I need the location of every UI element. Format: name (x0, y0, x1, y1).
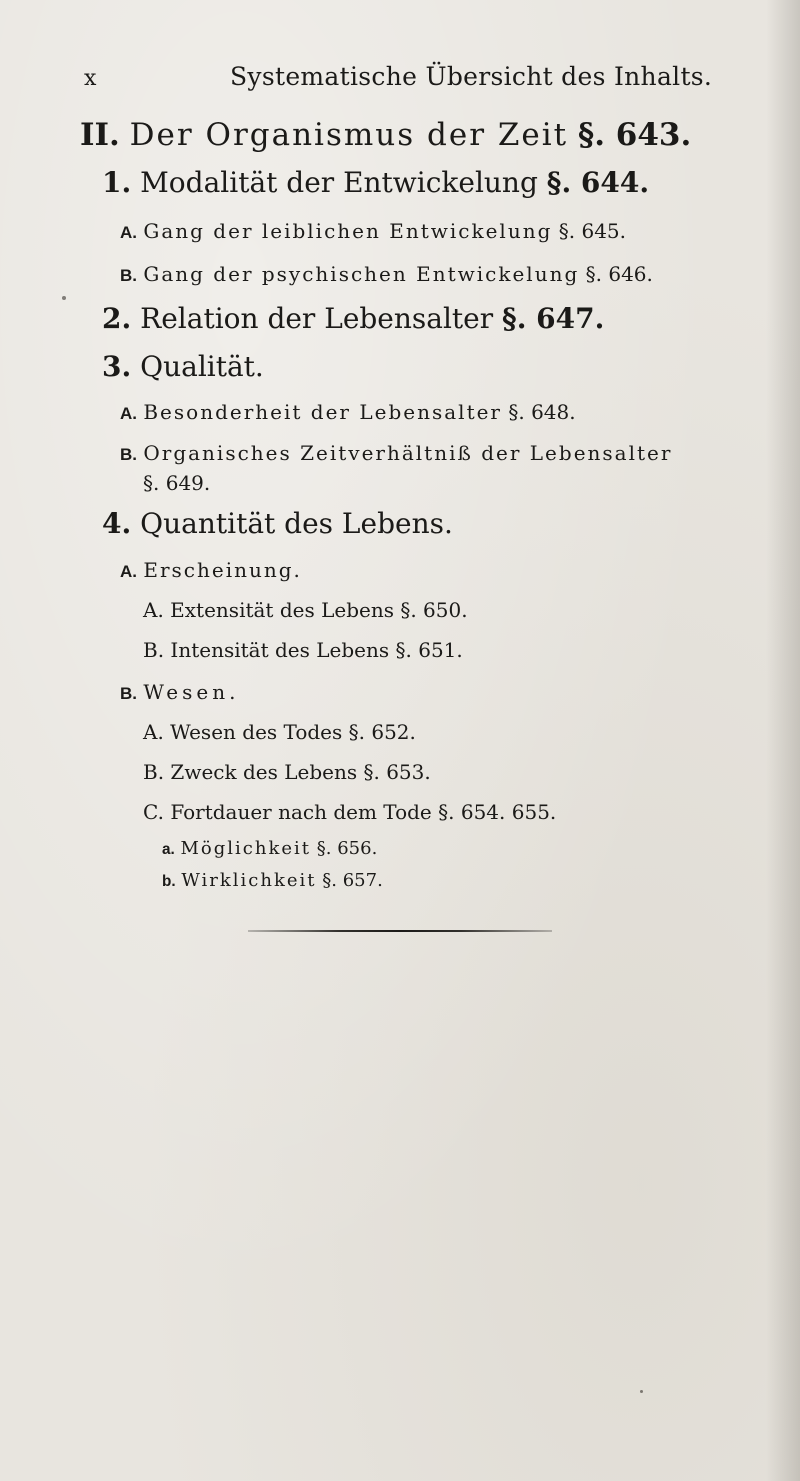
closing-rule (248, 930, 552, 932)
section-ref: §. 644. (546, 166, 650, 199)
toc-entry-4b-iii-a (162, 840, 377, 858)
section-ref: §. 654. 655. (438, 800, 557, 824)
section-ref: §. 653. (363, 760, 431, 784)
paper-speck (640, 1390, 643, 1393)
section-ref: §. 645. (558, 219, 626, 243)
toc-entry-1a (120, 221, 626, 241)
entry-title: Wesen. (143, 680, 240, 704)
entry-title: Intensität des Lebens (170, 638, 390, 662)
toc-entry-4 (102, 507, 453, 540)
entry-number: a. (162, 841, 175, 858)
entry-number: B. (120, 445, 137, 464)
entry-number: 1. (102, 166, 132, 199)
entry-number: 2. (102, 302, 132, 335)
entry-title: Zweck des Lebens (170, 760, 358, 784)
toc-entry-4a-ii (143, 640, 463, 660)
paper-speck (62, 296, 66, 300)
page-number: x (84, 66, 97, 91)
entry-title: Wirklichkeit (181, 870, 317, 891)
section-ref: §. 656. (316, 838, 378, 859)
entry-title: Möglichkeit (180, 838, 312, 859)
entry-title: Qualität. (140, 350, 264, 383)
entry-title: Organisches Zeitverhältniß der Lebensalter (143, 441, 673, 465)
entry-title: Quantität des Lebens. (140, 507, 453, 540)
entry-title: Gang der psychischen Entwickelung (143, 262, 580, 286)
section-ref: §. 647. (502, 302, 605, 335)
entry-number: B. (120, 266, 137, 285)
entry-title: Relation der Lebensalter (140, 302, 494, 335)
entry-number: C. (143, 800, 164, 824)
section-ref: §. 651. (395, 638, 463, 662)
toc-entry-4b-ii (143, 762, 431, 782)
toc-entry-4a-i (143, 600, 468, 620)
entry-title: Fortdauer nach dem Tode (170, 800, 432, 824)
entry-number: 3. (102, 350, 132, 383)
entry-number: B. (143, 638, 165, 662)
entry-title: Extensität des Lebens (170, 598, 394, 622)
toc-entry-4b-iii-b (162, 872, 383, 890)
entry-number: A. (120, 404, 137, 423)
entry-title: Der Organismus der Zeit (129, 117, 569, 153)
section-ref: §. 643. (577, 117, 692, 153)
toc-entry-3a (120, 402, 576, 422)
entry-title: Gang der leiblichen Entwickelung (143, 219, 553, 243)
toc-entry-part-ii (80, 117, 692, 153)
entry-title: Wesen des Todes (170, 720, 343, 744)
section-ref: §. 657. (322, 870, 383, 891)
toc-entry-4a (120, 560, 302, 580)
section-ref: §. 648. (508, 400, 576, 424)
running-title: Systematische Übersicht des Inhalts. (230, 62, 713, 91)
toc-entry-4b (120, 682, 239, 702)
entry-number: A. (120, 562, 137, 581)
toc-entry-3 (102, 350, 264, 383)
entry-title: Erscheinung. (143, 558, 302, 582)
toc-entry-4b-iii (143, 802, 556, 822)
toc-entry-2 (102, 302, 605, 335)
toc-entry-4b-i (143, 722, 416, 742)
section-ref: §. 652. (348, 720, 416, 744)
page-edge-shadow (766, 0, 800, 1481)
toc-entry-1b (120, 264, 653, 284)
entry-number: b. (162, 873, 176, 890)
section-ref: §. 649. (143, 471, 211, 495)
entry-number: A. (143, 598, 164, 622)
toc-entry-3b (120, 443, 672, 463)
entry-number: A. (143, 720, 164, 744)
section-ref: §. 646. (585, 262, 653, 286)
entry-number: A. (120, 223, 137, 242)
entry-number: B. (143, 760, 165, 784)
toc-entry-1 (102, 166, 650, 199)
entry-number: B. (120, 684, 137, 703)
toc-entry-3b-ref (143, 473, 210, 493)
entry-title: Modalität der Entwickelung (140, 166, 538, 199)
entry-number: 4. (102, 507, 132, 540)
entry-number: II. (80, 117, 120, 153)
section-ref: §. 650. (400, 598, 468, 622)
entry-title: Besonderheit der Lebensalter (143, 400, 502, 424)
